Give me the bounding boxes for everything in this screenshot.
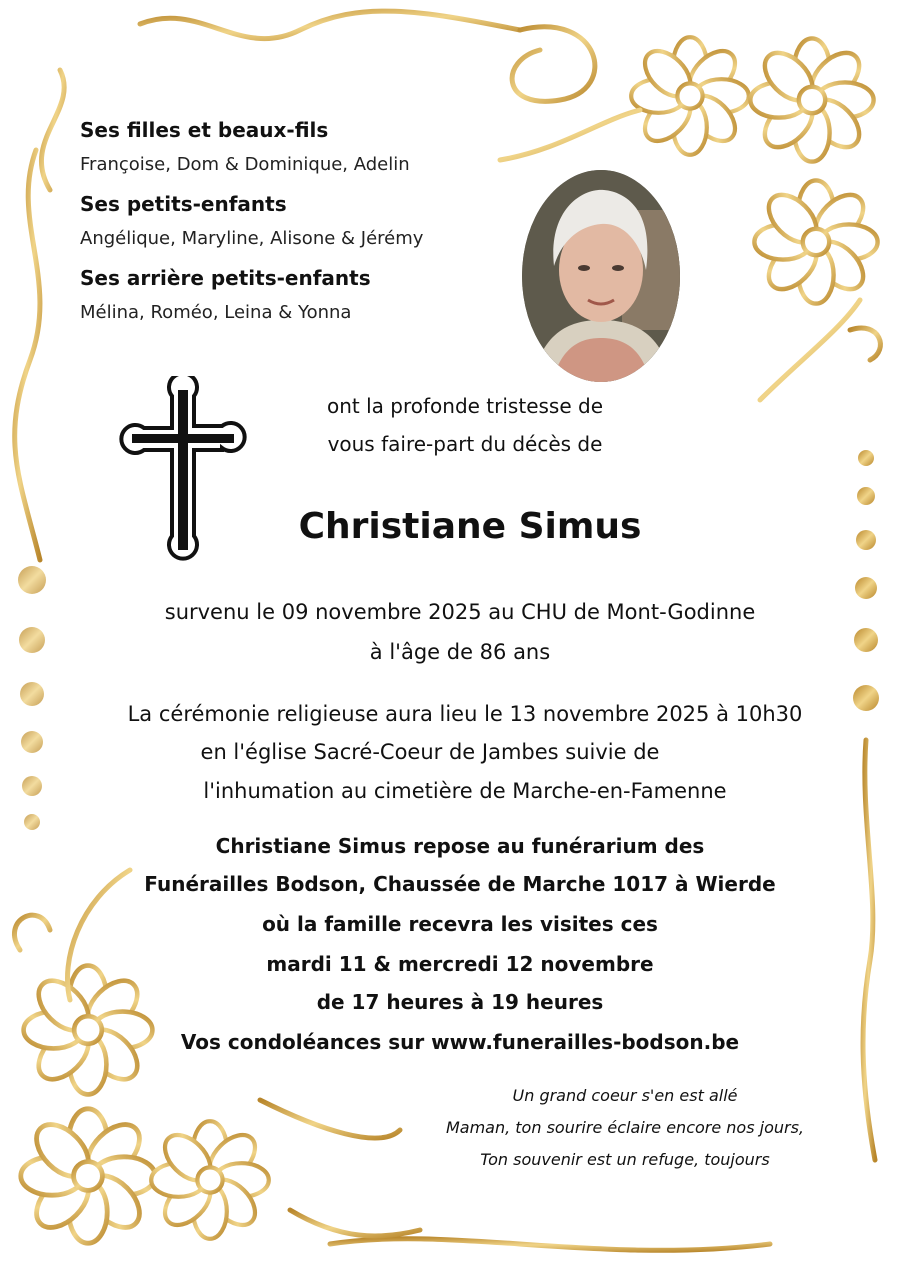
family-heading-grandchildren: Ses petits-enfants [80, 192, 287, 216]
deceased-name: Christiane Simus [298, 506, 642, 547]
poem-line-2: Maman, ton sourire éclaire encore nos jours, [445, 1118, 805, 1137]
ceremony-line-3: l'inhumation au cimetière de Marche-en-Famenne [203, 779, 727, 803]
ceremony-line-2: en l'église Sacré-Coeur de Jambes suivie de [200, 740, 660, 764]
family-heading-daughters: Ses filles et beaux-fils [80, 118, 329, 142]
death-line-1: survenu le 09 novembre 2025 au CHU de Mont-Godinne [164, 600, 756, 624]
poem-line-1: Un grand coeur s'en est allé [512, 1086, 738, 1105]
cross-icon [112, 376, 254, 576]
intro-line-2: vous faire-part du décès de [327, 432, 603, 456]
intro-line-1: ont la profonde tristesse de [327, 394, 603, 418]
family-names-great-grandchildren: Mélina, Roméo, Leina & Yonna [80, 302, 352, 323]
portrait-photo [522, 170, 680, 382]
poem-line-3: Ton souvenir est un refuge, toujours [480, 1150, 770, 1169]
visitation-line-4: mardi 11 & mercredi 12 novembre [266, 952, 654, 976]
visitation-line-5: de 17 heures à 19 heures [316, 990, 604, 1014]
family-heading-great-grandchildren: Ses arrière petits-enfants [80, 266, 371, 290]
condolences-line: Vos condoléances sur www.funerailles-bodson.be [180, 1030, 740, 1054]
family-names-daughters: Françoise, Dom & Dominique, Adelin [80, 154, 410, 175]
visitation-line-1: Christiane Simus repose au funérarium des [215, 834, 705, 858]
ceremony-line-1: La cérémonie religieuse aura lieu le 13 novembre 2025 à 10h30 [127, 702, 803, 726]
visitation-line-2: Funérailles Bodson, Chaussée de Marche 1017 à Wierde [144, 872, 776, 896]
death-line-2: à l'âge de 86 ans [369, 640, 551, 664]
family-names-grandchildren: Angélique, Maryline, Alisone & Jérémy [80, 228, 424, 249]
visitation-line-3: où la famille recevra les visites ces [262, 912, 658, 936]
